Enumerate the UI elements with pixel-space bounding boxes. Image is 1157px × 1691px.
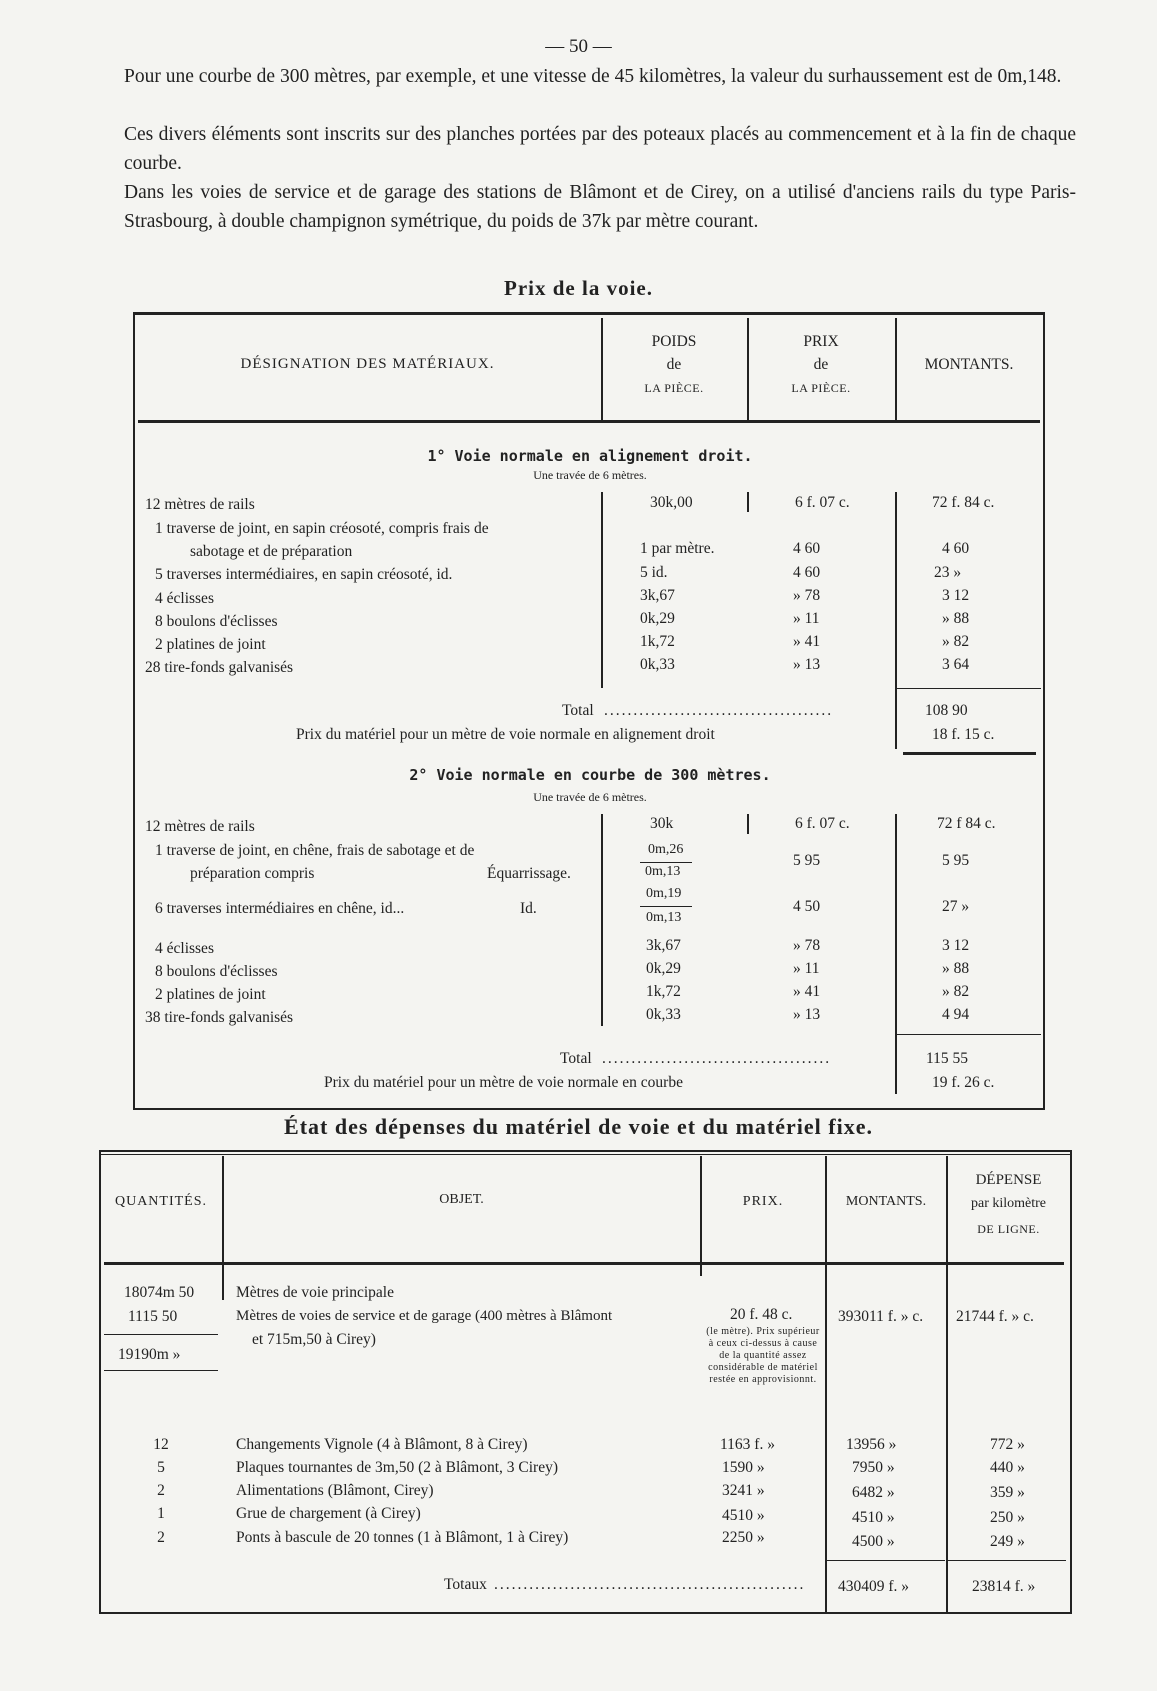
s2-row-label: 1 traverse de joint, en chêne, frais de sabotage et de [155, 842, 475, 859]
s2-row-poids2: 0m,13 [646, 910, 682, 925]
s1-row-poids: 5 id. [640, 564, 668, 581]
s2-row-montant: 5 95 [942, 852, 970, 869]
section1-subtitle: Une travée de 6 mètres. [533, 468, 647, 482]
header-montants: MONTANTS. [924, 356, 1014, 373]
s2-row-poids: 0m,26 [648, 842, 684, 857]
montant-voie: 393011 f. » c. [838, 1308, 924, 1325]
table1-title: Prix de la voie. [504, 276, 653, 300]
s2-row-montant: » 88 [942, 960, 970, 977]
header-montants: MONTANTS. [845, 1194, 927, 1209]
qte-voie-principale: 18074m 50 [124, 1284, 195, 1301]
s1-row-montant: 72 f. 84 c. [932, 494, 995, 511]
totaux-label: Totaux [444, 1576, 487, 1593]
s2-total-label: Total [560, 1050, 592, 1067]
header-depense: DÉPENSE [975, 1172, 1042, 1188]
s1-total-label: Total [562, 702, 594, 719]
s1-unit-value: 18 f. 15 c. [932, 726, 995, 743]
paragraph-2: Ces divers éléments sont inscrits sur des planches portées par des poteaux placés au commencement et à la fin de chaque courbe. [124, 124, 1076, 174]
s1-row-label: 2 platines de joint [155, 636, 266, 653]
s2-row-prix: » 41 [793, 983, 821, 1000]
s1-total-leader: ....................................... [604, 702, 834, 719]
s2-row-montant: 72 f 84 c. [937, 815, 996, 832]
s1-row-prix: » 78 [793, 587, 821, 604]
s2-unit-value: 19 f. 26 c. [932, 1074, 995, 1091]
s2-row-poids: 3k,67 [646, 937, 681, 954]
totaux-depense: 23814 f. » [972, 1578, 1036, 1595]
depense-row: 250 » [990, 1509, 1025, 1526]
s2-row-label: 38 tire-fonds galvanisés [145, 1009, 294, 1026]
qte-row: 2 [157, 1529, 165, 1546]
s1-row-poids: 30k,00 [650, 494, 693, 511]
header-poids: POIDS [651, 333, 697, 350]
s2-row-label: préparation compris [190, 865, 315, 882]
qte-voie-total: 19190m » [118, 1346, 181, 1363]
s2-row-poids: 1k,72 [646, 983, 681, 1000]
s1-row-montant: 3 12 [942, 587, 970, 604]
qte-voie-service: 1115 50 [128, 1308, 178, 1325]
obj-voie-service-2: et 715m,50 à Cirey) [252, 1331, 376, 1348]
s2-row-label2: Id. [520, 900, 537, 917]
s2-row-label2: Équarrissage. [487, 865, 571, 882]
s1-row-montant: » 88 [942, 610, 970, 627]
prix-row: 4510 » [722, 1507, 765, 1524]
montant-row: 4500 » [852, 1533, 895, 1550]
header-prix-piece: LA PIÈCE. [791, 381, 851, 395]
s2-total-value: 115 55 [926, 1050, 969, 1067]
header-prix: PRIX [803, 333, 839, 350]
section1-title: 1° Voie normale en alignement droit. [427, 447, 753, 465]
header-par-km: par kilomètre [970, 1196, 1047, 1211]
header-de-ligne: DE LIGNE. [977, 1222, 1040, 1236]
header-prix: PRIX. [742, 1194, 784, 1209]
objet-row: Ponts à bascule de 20 tonnes (1 à Blâmont, 1 à Cirey) [236, 1529, 569, 1546]
s1-row-montant: 3 64 [942, 656, 970, 673]
s2-row-prix: 5 95 [793, 852, 821, 869]
s2-row-montant: 27 » [942, 898, 970, 915]
s1-row-poids: 1 par mètre. [640, 540, 715, 557]
s1-unit-label: Prix du matériel pour un mètre de voie normale en alignement droit [296, 726, 715, 743]
header-poids-de: de [666, 356, 682, 373]
s1-row-prix: 4 60 [793, 564, 821, 581]
s1-row-prix: » 41 [793, 633, 821, 650]
section2-title: 2° Voie normale en courbe de 300 mètres. [409, 766, 771, 784]
prix-row: 1590 » [722, 1459, 765, 1476]
depense-voie: 21744 f. » c. [956, 1308, 1034, 1325]
s1-row-label: sabotage et de préparation [190, 543, 353, 560]
objet-row: Changements Vignole (4 à Blâmont, 8 à Cirey) [236, 1436, 528, 1453]
s2-row-poids: 0m,19 [646, 886, 682, 901]
prix-voie-note: (le mètre). Prix supérieur à ceux ci-dessus à cause de la quantité assez considérable de matériel restée en approvisionnt. [706, 1326, 820, 1385]
s1-row-poids: 3k,67 [640, 587, 675, 604]
s2-row-prix: 6 f. 07 c. [795, 815, 850, 832]
depense-row: 249 » [990, 1533, 1025, 1550]
s1-row-label: 12 mètres de rails [145, 496, 255, 513]
prix-row: 1163 f. » [720, 1436, 775, 1453]
s1-row-label: 5 traverses intermédiaires, en sapin créosoté, id. [155, 566, 453, 583]
s1-row-label: 28 tire-fonds galvanisés [145, 659, 294, 676]
header-objet: OBJET. [439, 1192, 484, 1207]
s1-row-poids: 1k,72 [640, 633, 675, 650]
s1-row-prix: » 13 [793, 656, 821, 673]
s1-row-poids: 0k,29 [640, 610, 675, 627]
depense-row: 359 » [990, 1484, 1025, 1501]
s2-row-prix: » 11 [793, 960, 820, 977]
s2-row-montant: 3 12 [942, 937, 970, 954]
objet-row: Plaques tournantes de 3m,50 (2 à Blâmont, 3 Cirey) [236, 1459, 558, 1476]
qte-row: 2 [157, 1482, 165, 1499]
header-designation: DÉSIGNATION DES MATÉRIAUX. [240, 356, 495, 372]
s2-row-label: 4 éclisses [155, 940, 214, 957]
s2-row-label: 2 platines de joint [155, 986, 266, 1003]
s1-row-label: 8 boulons d'éclisses [155, 613, 278, 630]
s2-row-label: 6 traverses intermédiaires en chêne, id... [155, 900, 405, 917]
montant-row: 6482 » [852, 1484, 895, 1501]
s2-total-leader: ....................................... [602, 1050, 832, 1067]
s2-unit-label: Prix du matériel pour un mètre de voie normale en courbe [324, 1074, 683, 1091]
s2-row-poids: 0m,13 [645, 864, 681, 879]
prix-row: 2250 » [722, 1529, 765, 1546]
objet-row: Grue de chargement (à Cirey) [236, 1505, 421, 1522]
s2-row-label: 12 mètres de rails [145, 818, 255, 835]
s1-row-prix: 6 f. 07 c. [795, 494, 850, 511]
s1-row-montant: 23 » [934, 564, 962, 581]
totaux-montant: 430409 f. » [838, 1578, 910, 1595]
montant-row: 4510 » [852, 1509, 895, 1526]
qte-row: 1 [157, 1505, 165, 1522]
qte-row: 5 [157, 1459, 165, 1476]
obj-voie-principale: Mètres de voie principale [236, 1284, 394, 1301]
s2-row-poids: 0k,33 [646, 1006, 681, 1023]
montant-row: 7950 » [852, 1459, 895, 1476]
s1-total-value: 108 90 [925, 702, 968, 719]
depense-row: 440 » [990, 1459, 1025, 1476]
montant-row: 13956 » [846, 1436, 897, 1453]
header-poids-piece: LA PIÈCE. [644, 381, 704, 395]
page-number: — 50 — [545, 36, 612, 57]
header-quantites: QUANTITÉS. [114, 1194, 208, 1209]
paragraph-3: Dans les voies de service et de garage des stations de Blâmont et de Cirey, on a utilisé d'anciens rails du type Paris-Strasbourg, à double champignon symétrique, du poids de 37k par mètre courant. [124, 182, 1076, 232]
s1-row-montant: 4 60 [942, 540, 970, 557]
s2-row-prix: 4 50 [793, 898, 821, 915]
totaux-leader: ..................................................... [494, 1576, 806, 1593]
section2-subtitle: Une travée de 6 mètres. [533, 790, 647, 804]
s1-row-label: 1 traverse de joint, en sapin créosoté, compris frais de [155, 520, 489, 537]
prix-voie: 20 f. 48 c. [730, 1306, 793, 1323]
objet-row: Alimentations (Blâmont, Cirey) [236, 1482, 434, 1499]
s1-row-poids: 0k,33 [640, 656, 675, 673]
s2-row-montant: » 82 [942, 983, 970, 1000]
s1-row-montant: » 82 [942, 633, 970, 650]
s1-row-prix: 4 60 [793, 540, 821, 557]
s2-row-prix: » 13 [793, 1006, 821, 1023]
s2-row-label: 8 boulons d'éclisses [155, 963, 278, 980]
s2-row-prix: » 78 [793, 937, 821, 954]
s2-row-poids: 0k,29 [646, 960, 681, 977]
header-prix-de: de [813, 356, 829, 373]
s1-row-label: 4 éclisses [155, 590, 214, 607]
s2-row-poids: 30k [650, 815, 674, 832]
paragraph-1: Pour une courbe de 300 mètres, par exemple, et une vitesse de 45 kilomètres, la valeur du surhaussement est de 0m,148. [124, 66, 1062, 87]
s2-row-montant: 4 94 [942, 1006, 970, 1023]
s1-row-prix: » 11 [793, 610, 820, 627]
table2-title: État des dépenses du matériel de voie et du matériel fixe. [284, 1114, 873, 1139]
depense-row: 772 » [990, 1436, 1025, 1453]
qte-row: 12 [153, 1436, 169, 1453]
obj-voie-service: Mètres de voies de service et de garage (400 mètres à Blâmont [236, 1308, 613, 1324]
prix-row: 3241 » [722, 1482, 765, 1499]
